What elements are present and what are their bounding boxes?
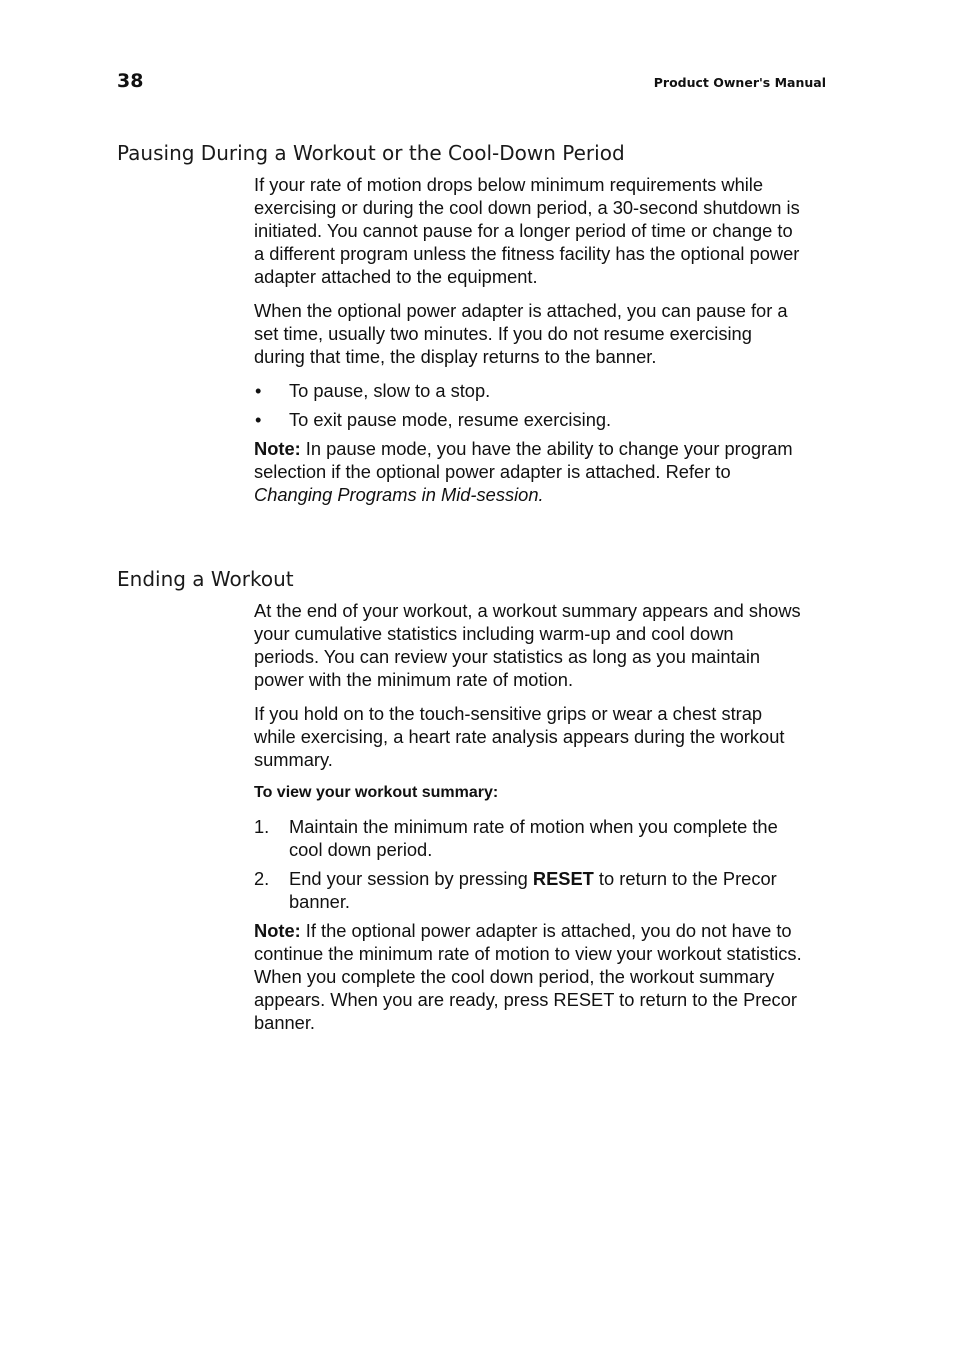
list-item-text: To exit pause mode, resume exercising. [289, 409, 612, 430]
running-header-title: Product Owner's Manual [653, 75, 826, 90]
bullet-marker: • [255, 380, 262, 401]
list-item-text: Maintain the minimum rate of motion when you complete the cool down period. [289, 816, 778, 860]
note-label: Note: [254, 438, 301, 459]
section-heading-ending: Ending a Workout [117, 567, 294, 591]
note-paragraph [254, 437, 802, 506]
list-item [254, 815, 802, 861]
reset-key-label: RESET [532, 868, 594, 889]
bullet-list [254, 379, 802, 431]
step-number: 2. [254, 868, 270, 889]
list-item [254, 867, 802, 913]
section-body-ending [254, 599, 802, 1045]
section-heading-pausing: Pausing During a Workout or the Cool-Down Period [117, 141, 625, 165]
paragraph: When the optional power adapter is attached, you can pause for a set time, usually two minutes. If you do not resume exercising during that time, the display returns to the banner. [254, 300, 788, 367]
list-item-text [289, 868, 777, 912]
step-text: to return to the Precor banner. [289, 868, 777, 912]
list-item-text: To pause, slow to a stop. [289, 380, 491, 401]
paragraph: At the end of your workout, a workout summary appears and shows your cumulative statistics including warm-up and cool down periods. You can review your statistics as long as you maintain power with the minimum rate of motion. [254, 600, 801, 690]
numbered-steps [254, 815, 802, 913]
note-text: In pause mode, you have the ability to change your program selection if the optional power adapter is attached. Refer to [254, 438, 793, 482]
step-text: End your session by pressing [289, 868, 533, 889]
note-text: If the optional power adapter is attached, you do not have to continue the minimum rate of motion to view your workout statistics. When you complete the cool down period, the workout summary appears. When you are ready, press RESET to return to the Precor banner. [254, 920, 802, 1033]
page-number: 38 [117, 70, 144, 92]
bullet-marker: • [255, 409, 262, 430]
paragraph: If you hold on to the touch-sensitive grips or wear a chest strap while exercising, a heart rate analysis appears during the workout summary. [254, 703, 785, 770]
list-item [254, 379, 802, 402]
note-paragraph [254, 919, 802, 1034]
step-number: 1. [254, 816, 270, 837]
note-label: Note: [254, 920, 301, 941]
procedure-subheading: To view your workout summary: [254, 784, 499, 801]
list-item [254, 408, 802, 431]
section-body-pausing [254, 173, 802, 517]
paragraph: If your rate of motion drops below minimum requirements while exercising or during the cool down period, a 30-second shutdown is initiated. You cannot pause for a longer period of time or change to a different program unless the fitness facility has the optional power adapter attached to the equipment. [254, 174, 800, 287]
cross-reference: Changing Programs in Mid-session. [254, 484, 544, 505]
